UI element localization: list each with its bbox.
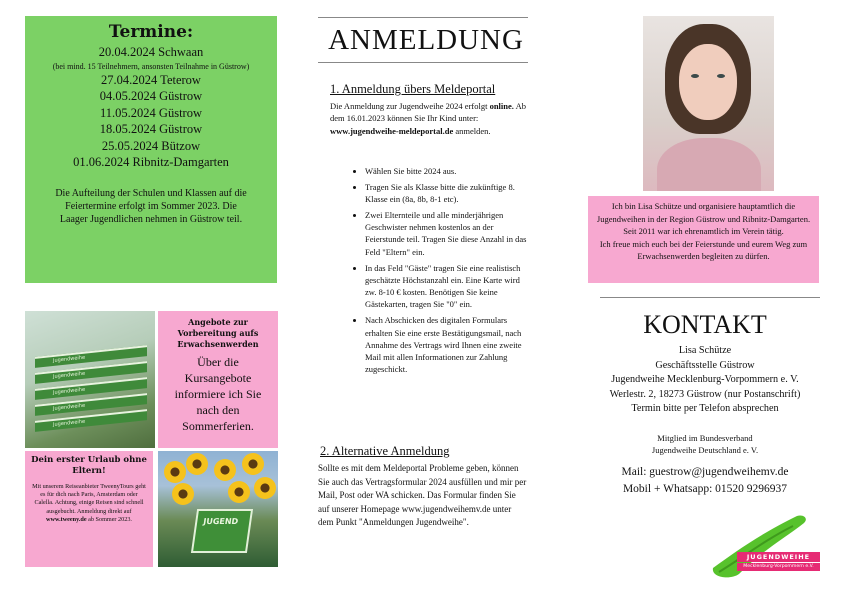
kontakt-name: Lisa Schütze [678,345,732,356]
kontakt-address: Werlestr. 2, 18273 Güstrow (nur Postanschrift) [609,388,801,400]
kontakt-phone-note: Termin bitte per Telefon absprechen [631,403,779,414]
urlaub-box [25,451,153,567]
phone-number[interactable]: Mobil + Whatsapp: 01520 9296937 [622,483,788,495]
jugendweihe-logo [705,512,820,582]
angebote-title: Angebote zur Vorbereitung aufs Erwachsenwerden [177,317,259,349]
email-link[interactable]: Mail: guestrow@jugendweihemv.de [621,466,789,478]
section-heading-2: 2. Alternative Anmeldung [320,444,450,458]
list-item: • Tragen Sie als Klasse bitte die zukünftige 8. Klasse ein (8a, 8b, 8-1 etc). [365,181,530,206]
termin-date: 01.06.2024 Ribnitz-Damgarten [73,155,229,169]
flowers-photo [158,451,278,567]
book-spine: Jugendweihe [35,377,147,400]
list-item: • Wählen Sie bitte 2024 aus. [365,165,530,177]
book-spine: Jugendweihe [35,361,147,384]
termin-date: 04.05.2024 Güstrow [99,89,203,103]
anmeldung-paragraph-1: Die Anmeldung zur Jugendweihe 2024 erfolgt online. Ab dem 16.01.2023 können Sie Ihr Kind unter: www.jugendweihe-meldeportal.de anmelden. [330,101,526,136]
about-box [588,196,819,283]
divider [318,17,528,18]
kontakt-info [590,344,820,417]
book-cover: JUGEND [191,509,253,553]
section-heading-1: 1. Anmeldung übers Meldeportal [330,82,496,96]
portrait-photo [643,16,774,191]
anmeldung-list [330,165,530,379]
tweeny-link[interactable]: www.tweeny.de [46,515,87,523]
anmeldung-paragraph-2: Sollte es mit dem Meldeportal Probleme geben, können Sie auch das Vertragsformular 2024 ausfüllen und mir per Mail, Post oder WA schicken. Das Formular finden Sie auf unserer Homepage www.jugendweihemv.de unter dem Punkt "Anmeldungen Jugendweihe". [318,463,527,527]
kontakt-org: Jugendweihe Mecklenburg-Vorpommern e. V. [611,374,799,385]
meldeportal-link[interactable]: www.jugendweihe-meldeportal.de [330,125,454,136]
termin-date: 25.05.2024 Bützow [101,138,201,153]
list-item: • In das Feld "Gäste" tragen Sie eine realistisch geschätzte Höchstanzahl ein. Eine Karte wird zw. 8-10 € kosten. Benötigen Sie keine Gästekarten, tragen Sie "0" ein. [365,262,530,311]
book-spine: Jugendweihe [35,409,147,432]
termine-box [25,16,277,283]
about-text: Ich freue mich euch bei der Feierstunde und eurem Weg zum Erwachsenwerden begleiten zu dürfen. [599,238,808,262]
books-photo [25,311,155,448]
kontakt-office: Geschäftsstelle Güstrow [655,359,755,371]
divider [600,297,820,298]
logo-subtext: Mecklenburg-Vorpommern e.V. [737,563,820,571]
urlaub-title: Dein erster Urlaub ohne Eltern! [31,455,147,476]
list-item: • Nach Abschicken des digitalen Formulars erhalten Sie eine erste Bestätigungsmail, nach Annahme des Vertrags wird Ihnen eine zweite Mail mit allen Informationen zur Zahlung zugeschickt. [365,314,530,375]
termin-note: (bei mind. 15 Teilnehmern, ansonsten Teilnahme in Güstrow) [52,61,250,71]
about-text: Seit 2011 war ich ehrenamtlich im Verein tätig. [623,226,784,237]
divider [318,62,528,63]
about-text: Ich bin Lisa Schütze und organisiere hauptamtlich die Jugendweihen in der Region Güstrow und Ribnitz-Damgarten. [596,201,811,224]
termin-date: 11.05.2024 Güstrow [100,105,202,120]
kontakt-title: KONTAKT [643,310,767,339]
termin-date: 20.04.2024 Schwaan [98,45,204,59]
angebote-body: Über die Kursangebote informiere ich Sie nach den Sommerferien. [174,355,262,433]
logo-text: JUGENDWEIHE [737,552,820,562]
book-spine: Jugendweihe [35,393,147,416]
book-spine: Jugendweihe [35,345,147,368]
termine-info: Die Aufteilung der Schulen und Klassen auf die Feiertermine erfolgt im Sommer 2023. Die Laager Jugendlichen nehmen in Güstrow teil. [55,187,247,225]
termin-date: 18.05.2024 Güstrow [99,122,203,136]
contact-lines [590,464,820,498]
logo-brush-icon [705,512,820,582]
membership-note: Mitglied im Bundesverband Jugendweihe Deutschland e. V. [651,433,759,455]
termine-title: Termine: [108,22,194,42]
urlaub-body: Mit unserem Reiseanbieter TweenyTours geht es für dich nach Paris, Amsterdam oder Calella. Achtung, einige Reisen sind schnell ausgebucht. Anmeldung direkt auf www.tweeny.de ab Sommer 2023. [32,483,146,523]
anmeldung-title: ANMELDUNG [328,24,524,56]
list-item: • Zwei Elternteile und alle minderjährigen Geschwister nehmen kostenlos an der Feierstunde teil. Tragen Sie diese Anzahl in das Feld "Eltern" ein. [365,209,530,258]
angebote-box [158,311,278,448]
termin-date: 27.04.2024 Teterow [101,72,201,87]
